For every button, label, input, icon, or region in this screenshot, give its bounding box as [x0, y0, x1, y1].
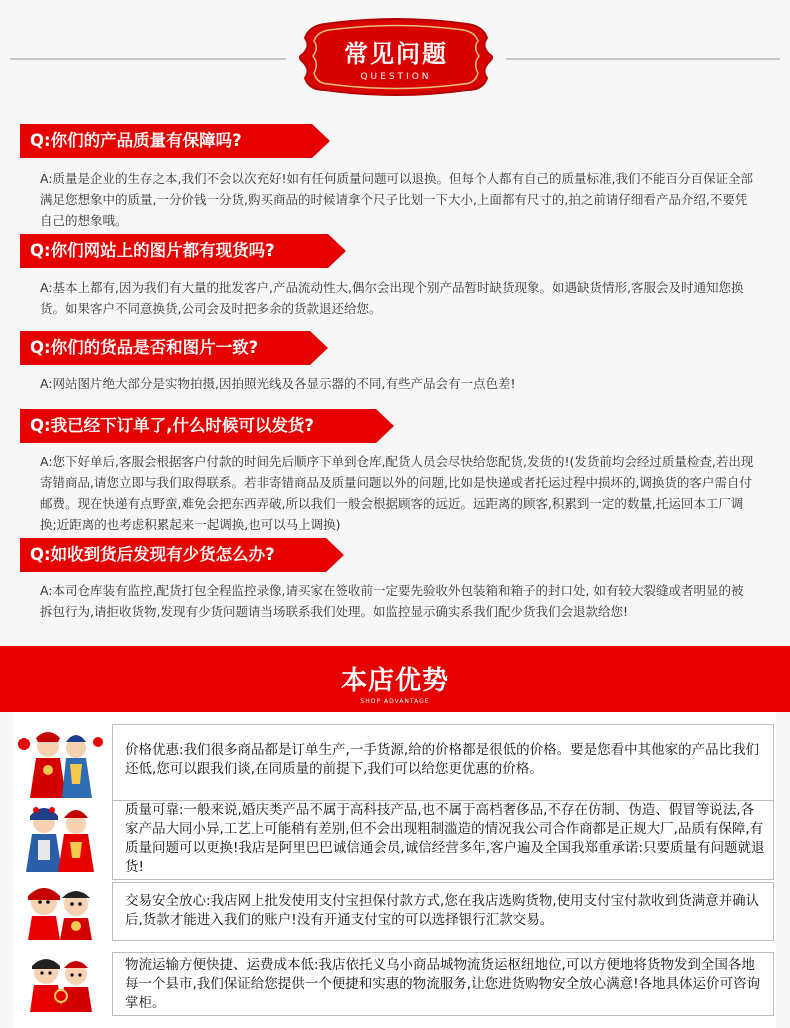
advantage-box — [112, 724, 774, 802]
bride-groom-figurine-icon — [14, 724, 106, 800]
advantage-header — [0, 646, 790, 712]
question-5: Q:如收到货后发现有少货怎么办? — [20, 538, 326, 572]
answer-5: A:本司仓库装有监控,配货打包全程监控录像,请买家在签收前一定要先验收外包装箱和箱子的封口处, 如有较大裂缝或者明显的被拆包行为,请拒收货物,发现有少货问题请当场联系我们处理。如监控显示确实系我们配少货我们会退款给您! — [40, 583, 744, 619]
advantage-box — [112, 800, 774, 880]
advantage-text-quality: 质量可靠:一般来说,婚庆类产品不属于高科技产品,也不属于高档奢侈品,不存在仿制、伪造、假冒等说法,各家产品大同小异,工艺上可能稍有差别,但不会出现粗制滥造的情况我公司合作商都是正规大厂,品质有保障,有质量问题可以更换!我店是阿里巴巴诚信通会员,诚信经营多年,客户遍及全国我郑重承诺:只要质量有问题就退货! — [125, 802, 765, 875]
faq-title: 常见问题 — [344, 40, 448, 68]
wedding-couple-figurine-icon — [14, 952, 106, 1014]
opera-couple-figurine-icon — [14, 800, 106, 876]
question-3: Q:你们的货品是否和图片一致? — [20, 331, 310, 365]
cartoon-couple-figurine-icon — [14, 882, 106, 942]
advantage-text-price: 价格优惠:我们很多商品都是订单生产,一手货源,给的价格都是很低的价格。要是您看中其他家的产品比我们还低,您可以跟我们谈,在同质量的前提下,我们可以给您更优惠的价格。 — [125, 742, 760, 777]
advantage-text-security: 交易安全放心:我店网上批发使用支付宝担保付款方式,您在我店选购货物,使用支付宝付款收到货满意并确认后,货款才能进入我们的账户!没有开通支付宝的可以选择银行汇款交易。 — [125, 893, 760, 928]
faq-header — [0, 0, 790, 110]
answer-1: A:质量是企业的生存之本,我们不会以次充好!如有任何质量问题可以退换。但每个人都有自己的质量标准,我们不能百分百保证全部满足您想象中的质量,一分价钱一分货,购买商品的时候请拿个尺子比划一下大小,上面都有尺寸的,拍之前请仔细看产品介绍,不要凭自己的想象哦。 — [40, 171, 754, 228]
answer-3: A:网站图片绝大部分是实物拍摄,因拍照光线及各显示器的不同,有些产品会有一点色差! — [40, 376, 516, 391]
answer-4: A:您下好单后,客服会根据客户付款的时间先后顺序下单到仓库,配货人员会尽快给您配货,发货的!(发货前均会经过质量检查,若出现寄错商品,请您立即与我们取得联系。若非寄错商品及质量问题以外的问题,比如是快递或者托运过程中损坏的,调换货的客户需自付邮费。现在快递有点野蛮,难免会把东西弄破,所以我们一般会根据顾客的远近。远距离的顾客,积累到一定的数量,托运回本工厂调换;近距离的也考虑积累起来一起调换,也可以马上调换) — [40, 454, 754, 532]
question-2: Q:你们网站上的图片都有现货吗? — [20, 234, 328, 268]
faq-subtitle: QUESTION — [360, 72, 432, 82]
advantage-box — [112, 882, 774, 941]
advantage-subtitle: SHOP ADVANTAGE — [360, 698, 430, 705]
question-4: Q:我已经下订单了,什么时候可以发货? — [20, 409, 376, 443]
advantage-box — [112, 952, 774, 1016]
advantage-text-logistics: 物流运输方便快捷、运费成本低:我店依托义乌小商品城物流货运枢纽地位,可以方便地将货物发到全国各地每一个县市,我们保证给您提供一个便捷和实惠的物流服务,让您进货购物安全放心满意!各地具体运价可咨询掌柜。 — [125, 957, 760, 1011]
divider-right — [506, 58, 780, 60]
question-1: Q:你们的产品质量有保障吗? — [20, 124, 312, 158]
faq-badge — [297, 18, 495, 96]
divider-left — [10, 58, 286, 60]
advantage-title: 本店优势 — [340, 666, 449, 696]
answer-2: A:基本上都有,因为我们有大量的批发客户,产品流动性大,偶尔会出现个别产品暂时缺货现象。如遇缺货情形,客服会及时通知您换货。如果客户不同意换货,公司会及时把多余的货款退还给您。 — [40, 280, 744, 316]
